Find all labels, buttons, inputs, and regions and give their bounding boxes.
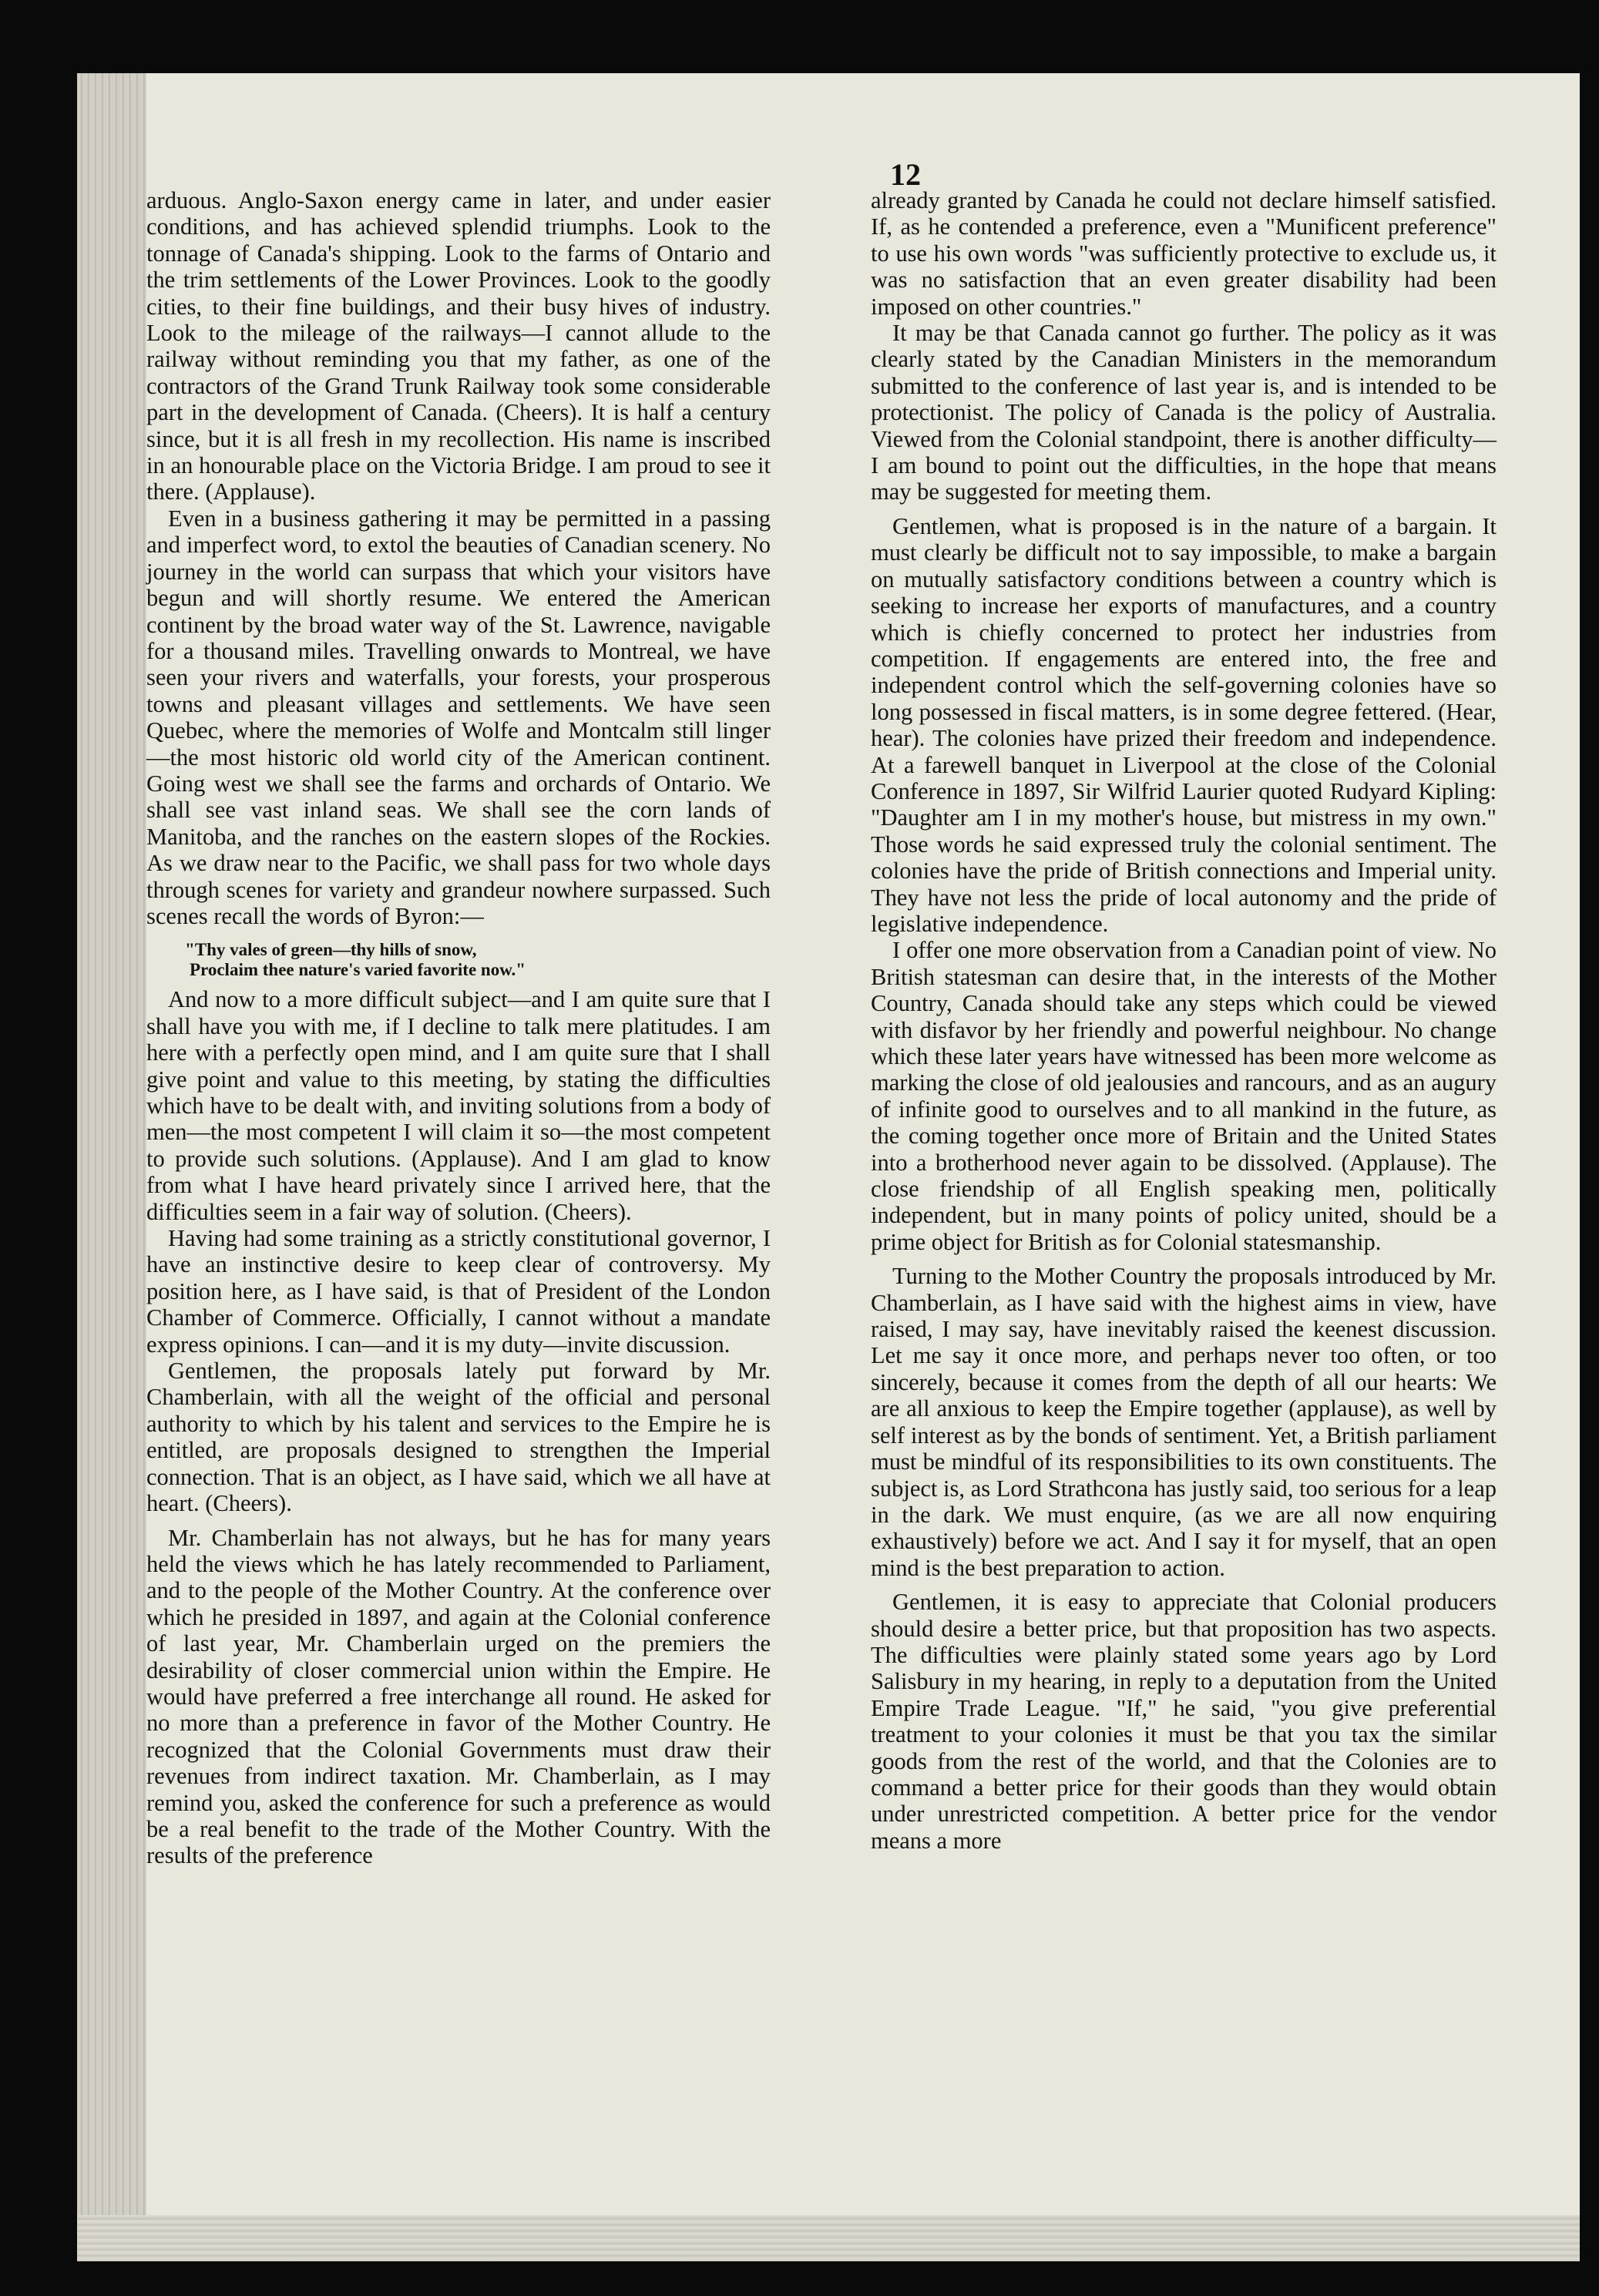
paragraph: already granted by Canada he could not declare himself satisfied. If, as he contended a preference, even a "Munificent preference" to use his own words "was sufficiently protective to exclude us, it was no satisfaction that an even greater disability had been imposed on other countries."	[871, 187, 1497, 320]
page-edge-shadow	[77, 73, 146, 2261]
paragraph: It may be that Canada cannot go further. The policy as it was clearly stated by the Canadian Ministers in the memorandum submitted to the conference of last year is, and is intended to be protectionist. The policy of Canada is the policy of Australia. Viewed from the Colonial standpoint, there is another difficulty—I am bound to point out the difficulties, in the hope that means may be suggested for meeting them.	[871, 320, 1497, 505]
quote-line: Proclaim thee nature's varied favorite now."	[190, 960, 526, 980]
paragraph: Having had some training as a strictly constitutional governor, I have an instinctive desire to keep clear of controversy. My position here, as I have said, is that of President of the London Chamber of Commerce. Officially, I cannot without a mandate express opinions. I can—and it is my duty—invite discussion.	[146, 1225, 771, 1358]
paragraph: Even in a business gathering it may be permitted in a passing and imperfect word, to extol the beauties of Canadian scenery. No journey in the world can surpass that which your visitors have begun and will shortly resume. We entered the American continent by the broad water way of the St. Lawrence, navigable for a thousand miles. Travelling onwards to Montreal, we have seen your rivers and waterfalls, your forests, your prosperous towns and pleasant villages and settlements. We have seen Quebec, where the memories of Wolfe and Montcalm still linger—the most historic old world city of the American continent. Going west we shall see the farms and orchards of Ontario. We shall see vast inland seas. We shall see the corn lands of Manitoba, and the ranches on the eastern slopes of the Rockies. As we draw near to the Pacific, we shall pass for two whole days through scenes for variety and grandeur nowhere surpassed. Such scenes recall the words of Byron:—	[146, 505, 771, 929]
book-page	[77, 73, 1580, 2261]
paragraph: Gentlemen, what is proposed is in the nature of a bargain. It must clearly be difficult not to say impossible, to make a bargain on mutually satisfactory conditions between a country which is seeking to increase her exports of manufactures, and a country which is chiefly concerned to protect her industries from competition. If engagements are entered into, the free and independent control which the self-governing colonies have so long possessed in fiscal matters, is in some degree fettered. (Hear, hear). The colonies have prized their freedom and independence. At a farewell banquet in Liverpool at the close of the Colonial Conference in 1897, Sir Wilfrid Laurier quoted Rudyard Kipling: "Daughter am I in my mother's house, but mistress in my own." Those words he said expressed truly the colonial sentiment. The colonies have the pride of British connections and Imperial unity. They have not less the pride of local autonomy and the pride of legislative independence.	[871, 512, 1497, 937]
paragraph: I offer one more observation from a Canadian point of view. No British statesman can desire that, in the interests of the Mother Country, Canada should take any steps which could be viewed with disfavor by her friendly and powerful neighbour. No change which these later years have witnessed has been more welcome as marking the close of old jealousies and rancours, and as an augury of infinite good to ourselves and to all mankind in the future, as the coming together once more of Britain and the United States into a brotherhood never again to be dissolved. (Applause). The close friendship of all English speaking men, politically independent, but in many points of policy united, should be a prime object for British as for Colonial statesmanship.	[871, 937, 1497, 1255]
paragraph: Gentlemen, it is easy to appreciate that Colonial producers should desire a better price, but that proposition has two aspects. The difficulties were plainly stated some years ago by Lord Salisbury in my hearing, in reply to a deputation from the United Empire Trade League. "If," he said, "you give preferential treatment to your colonies it must be that you tax the similar goods from the rest of the world, and that the Colonies are to command a better price for their goods than they would obtain under unrestricted competition. A better price for the vendor means a more	[871, 1589, 1497, 1854]
paragraph: And now to a more difficult subject—and I am quite sure that I shall have you with me, if I decline to talk mere platitudes. I am here with a perfectly open mind, and I am quite sure that I shall give point and value to this meeting, by stating the difficulties which have to be dealt with, and inviting solutions from a body of men—the most competent I will claim it so—the most competent to provide such solutions. (Applause). And I am glad to know from what I have heard privately since I arrived here, that the difficulties seem in a fair way of solution. (Cheers).	[146, 986, 771, 1225]
page-bottom-edge	[77, 2215, 1580, 2261]
byron-quote	[146, 940, 771, 980]
page-number: 12	[890, 157, 921, 192]
paragraph: Turning to the Mother Country the proposals introduced by Mr. Chamberlain, as I have said with the highest aims in view, have raised, I may say, have inevitably raised the keenest discussion. Let me say it once more, and perhaps never too often, or too sincerely, because it comes from the depth of all our hearts: We are all anxious to keep the Empire together (applause), as well by self interest as by the bonds of sentiment. Yet, a British parliament must be mindful of its responsibilities to its own constituents. The subject is, as Lord Strathcona has justly said, too serious for a leap in the dark. We must enquire, (as we are all now enquiring exhaustively) before we act. And I say it for myself, that an open mind is the best preparation to action.	[871, 1263, 1497, 1581]
paragraph: Gentlemen, the proposals lately put forward by Mr. Chamberlain, with all the weight of the official and personal authority to which by his talent and services to the Empire he is entitled, are proposals designed to strengthen the Imperial connection. That is an object, as I have said, which we all have at heart. (Cheers).	[146, 1358, 771, 1517]
paragraph: arduous. Anglo-Saxon energy came in later, and under easier conditions, and has achieved splendid triumphs. Look to the tonnage of Canada's shipping. Look to the farms of Ontario and the trim settlements of the Lower Provinces. Look to the goodly cities, to their fine buildings, and their busy hives of industry. Look to the mileage of the railways—I cannot allude to the railway without reminding you that my father, as one of the contractors of the Grand Trunk Railway took some considerable part in the development of Canada. (Cheers). It is half a century since, but it is all fresh in my recollection. His name is inscribed in an honourable place on the Victoria Bridge. I am proud to see it there. (Applause).	[146, 187, 771, 505]
quote-line: "Thy vales of green—thy hills of snow,	[185, 940, 477, 960]
left-column	[146, 187, 771, 1869]
right-column	[871, 187, 1497, 1854]
paragraph: Mr. Chamberlain has not always, but he has for many years held the views which he has lately recommended to Parliament, and to the people of the Mother Country. At the conference over which he presided in 1897, and again at the Colonial conference of last year, Mr. Chamberlain urged on the premiers the desirability of closer commercial union within the Empire. He would have preferred a free interchange all round. He asked for no more than a preference in favor of the Mother Country. He recognized that the Colonial Governments must draw their revenues from indirect taxation. Mr. Chamberlain, as I may remind you, asked the conference for such a preference as would be a real benefit to the trade of the Mother Country. With the results of the preference	[146, 1524, 771, 1869]
